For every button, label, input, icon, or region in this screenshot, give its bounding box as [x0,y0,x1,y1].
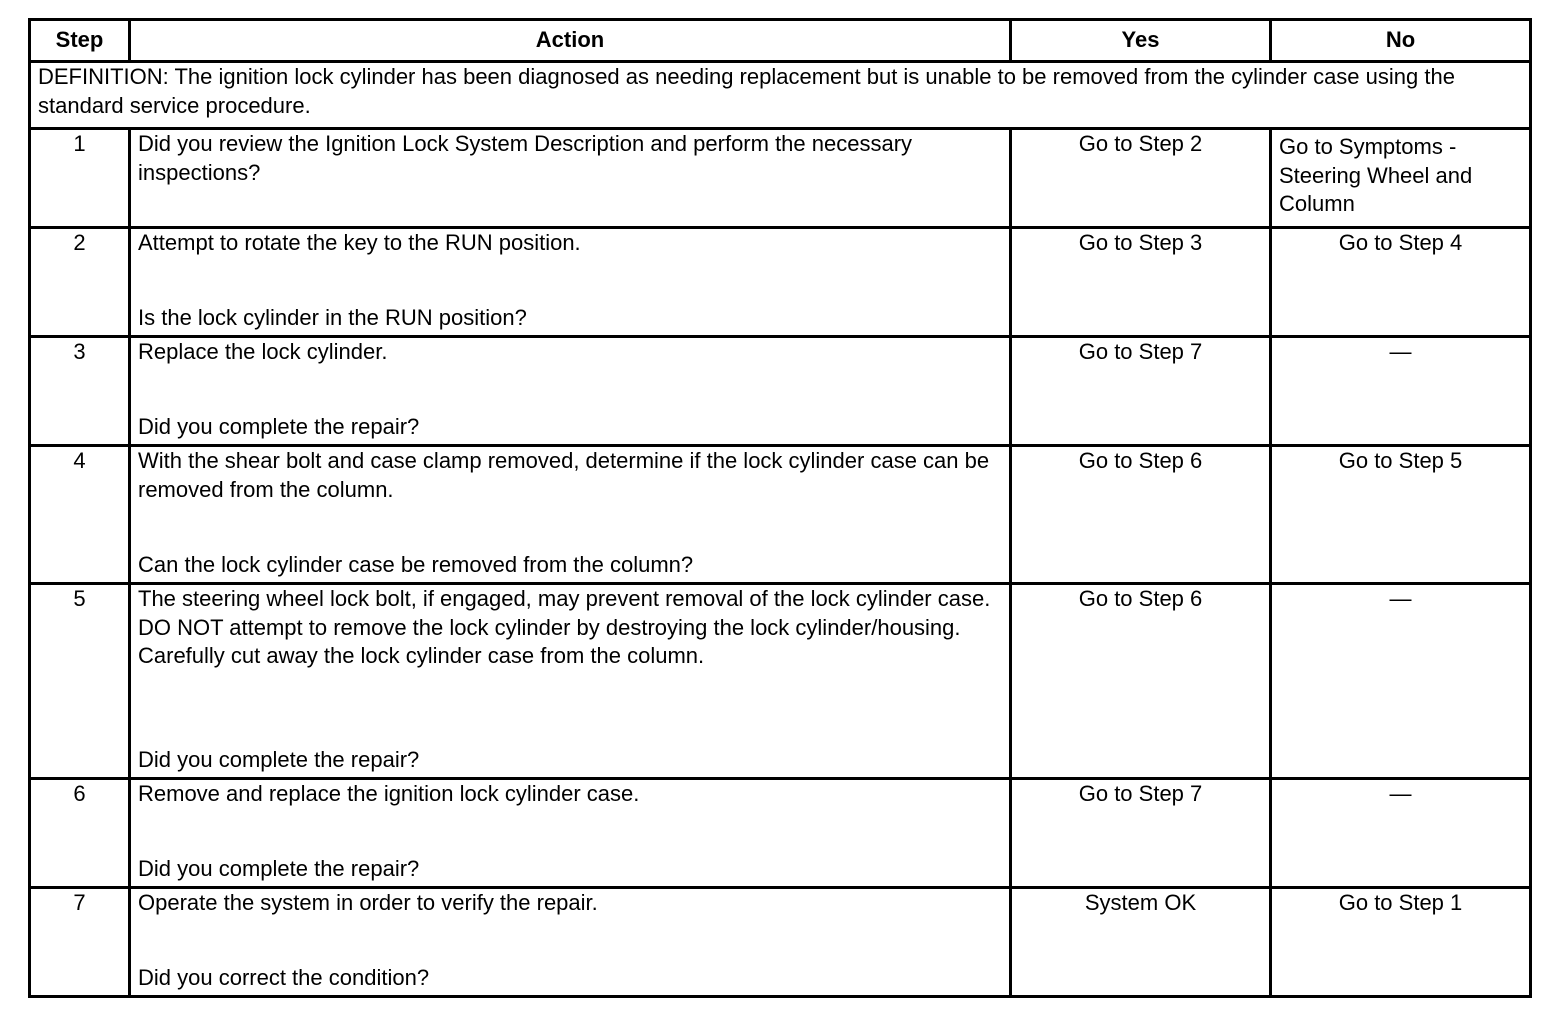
action-text: The steering wheel lock bolt, if engaged, may prevent removal of the lock cylinder case. DO NOT attempt to remove the lock cylinder by destroying the lock cylinder/housing. Carefully cut away the lock cylinder case from the column. [138,586,991,668]
action-text: Replace the lock cylinder. [138,339,388,364]
step-number: 7 [30,888,130,997]
action-cell [130,779,1011,888]
no-cell: — [1271,584,1531,779]
header-no: No [1271,20,1531,62]
yes-cell: Go to Step 7 [1011,337,1271,446]
no-cell: Go to Step 4 [1271,228,1531,337]
action-cell [130,129,1011,228]
action-question: Did you complete the repair? [138,855,420,881]
table-row [30,129,1531,228]
action-question: Can the lock cylinder case be removed from the column? [138,551,694,577]
step-number: 5 [30,584,130,779]
action-question: Did you correct the condition? [138,964,430,990]
table-row [30,888,1531,997]
action-question: Did you complete the repair? [138,413,420,439]
definition-row [30,62,1531,129]
action-cell [130,584,1011,779]
action-question: Is the lock cylinder in the RUN position? [138,304,527,330]
no-cell: Go to Symptoms - Steering Wheel and Column [1271,129,1531,228]
table-row [30,779,1531,888]
yes-cell: Go to Step 7 [1011,779,1271,888]
table-row [30,228,1531,337]
action-question: Did you complete the repair? [138,746,420,772]
table-row [30,584,1531,779]
no-cell: Go to Step 5 [1271,446,1531,584]
table-row [30,446,1531,584]
action-text: Attempt to rotate the key to the RUN position. [138,230,581,255]
step-number: 3 [30,337,130,446]
step-number: 4 [30,446,130,584]
yes-cell: Go to Step 6 [1011,446,1271,584]
action-cell [130,446,1011,584]
no-cell: — [1271,337,1531,446]
action-cell [130,228,1011,337]
yes-cell: Go to Step 3 [1011,228,1271,337]
step-number: 6 [30,779,130,888]
action-text: Remove and replace the ignition lock cylinder case. [138,781,640,806]
action-text: Operate the system in order to verify the repair. [138,890,598,915]
no-cell: — [1271,779,1531,888]
diagnostic-table [28,18,1532,998]
header-action: Action [130,20,1011,62]
header-yes: Yes [1011,20,1271,62]
table-row [30,337,1531,446]
step-number: 1 [30,129,130,228]
step-number: 2 [30,228,130,337]
header-step: Step [30,20,130,62]
action-cell [130,888,1011,997]
no-cell: Go to Step 1 [1271,888,1531,997]
action-text: With the shear bolt and case clamp removed, determine if the lock cylinder case can be removed from the column. [138,448,990,502]
header-row [30,20,1531,62]
definition-text: DEFINITION: The ignition lock cylinder has been diagnosed as needing replacement but is unable to be removed from the cylinder case using the standard service procedure. [30,62,1531,129]
yes-cell: Go to Step 2 [1011,129,1271,228]
yes-cell: Go to Step 6 [1011,584,1271,779]
action-text: Did you review the Ignition Lock System Description and perform the necessary inspections? [138,131,913,185]
action-cell [130,337,1011,446]
yes-cell: System OK [1011,888,1271,997]
